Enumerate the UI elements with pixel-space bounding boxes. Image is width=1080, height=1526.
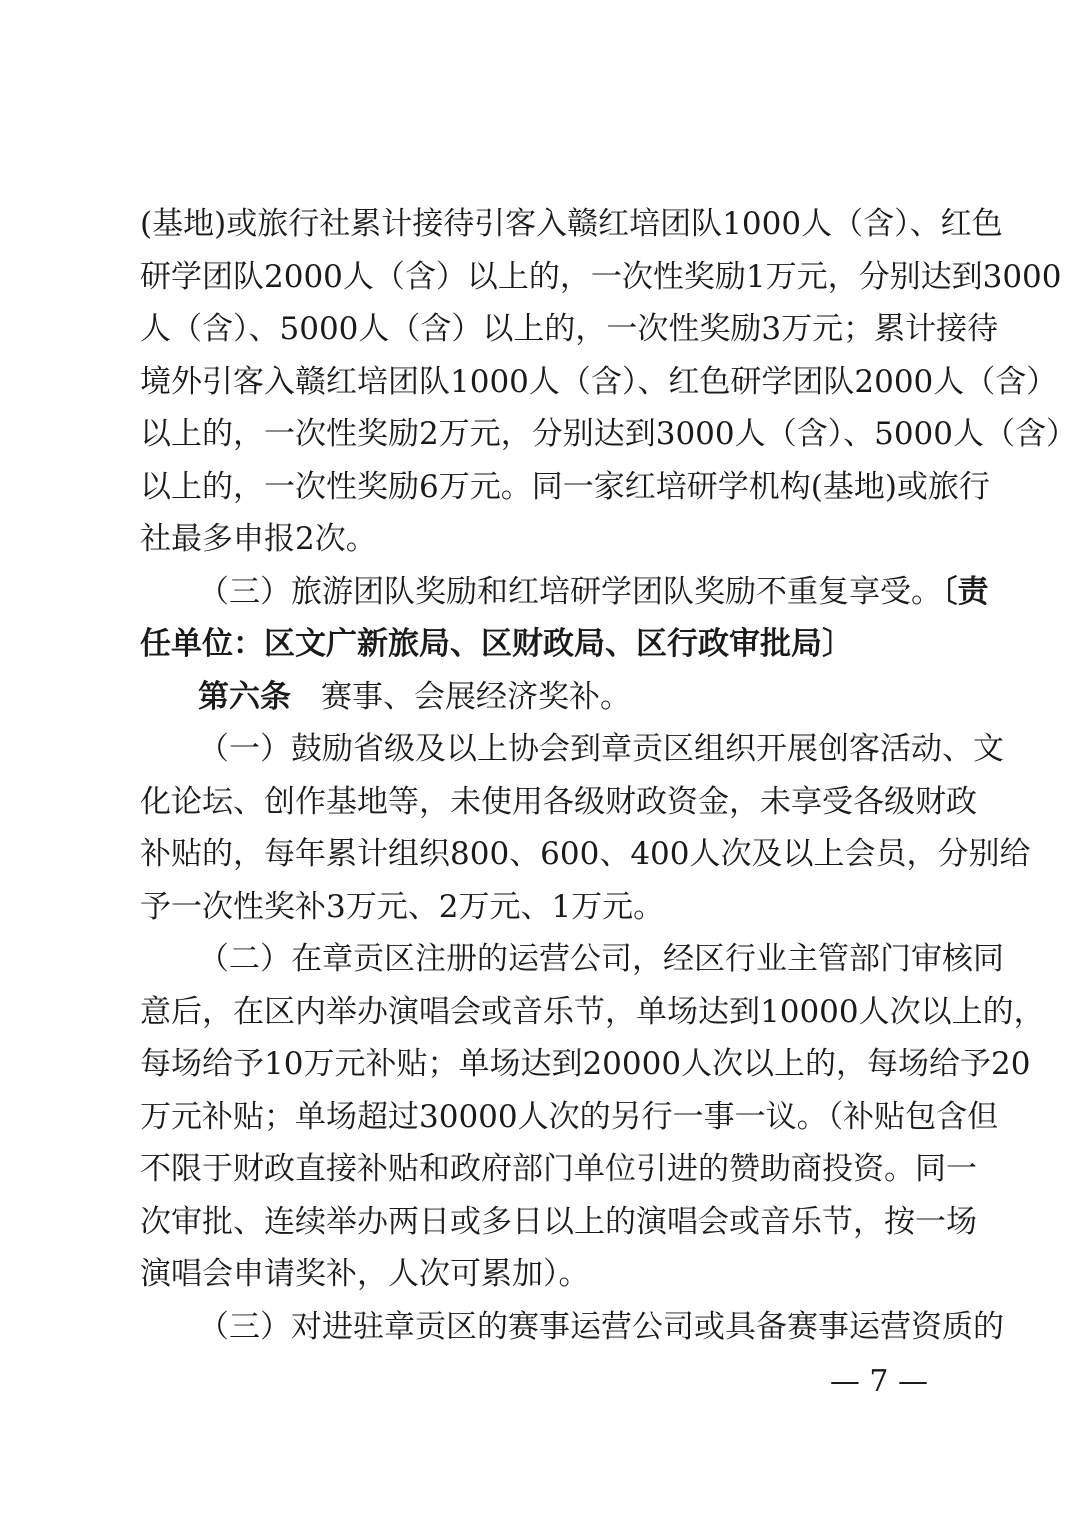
text-line: 研学团队2000人（含）以上的，一次性奖励1万元，分别达到3000 — [140, 258, 1062, 295]
text-line: 次审批、连续举办两日或多日以上的演唱会或音乐节，按一场 — [140, 1203, 977, 1240]
responsibility-label: 〔责 — [942, 573, 989, 610]
page-number: — 7 — — [829, 1364, 928, 1399]
text-line: (基地)或旅行社累计接待引客入赣红培团队1000人（含）、红色 — [140, 206, 1003, 242]
text-line: 境外引客入赣红培团队1000人（含）、红色研学团队2000人（含） — [140, 363, 1058, 400]
text-line: （一）鼓励省级及以上协会到章贡区组织开展创客活动、文 — [198, 731, 1004, 767]
article-title: 赛事、会展经济奖补。 — [321, 678, 631, 715]
text-line — [140, 566, 989, 619]
text-line: 意后，在区内举办演唱会或音乐节，单场达到10000人次以上的， — [140, 993, 1045, 1030]
text-line: 不限于财政直接补贴和政府部门单位引进的赞助商投资。同一 — [140, 1151, 977, 1187]
text-line: 补贴的，每年累计组织800、600、400人次及以上会员，分别给 — [140, 836, 1031, 872]
text-line: （二）在章贡区注册的运营公司，经区行业主管部门审核同 — [198, 941, 1004, 977]
text-line: 社最多申报2次。 — [140, 521, 377, 557]
text-line: 演唱会申请奖补，人次可累加）。 — [140, 1256, 590, 1292]
text-line: （三）对进驻章贡区的赛事运营公司或具备赛事运营资质的 — [198, 1308, 1004, 1345]
text-line: 万元补贴；单场超过30000人次的另行一事一议。（补贴包含但 — [140, 1098, 999, 1135]
article-number: 第六条 — [198, 678, 291, 715]
paragraph-text: （三）旅游团队奖励和红培研学团队奖励不重复享受。 — [198, 573, 942, 610]
text-line: 每场给予10万元补贴；单场达到20000人次以上的，每场给予20 — [140, 1046, 1031, 1082]
body-text — [140, 198, 1078, 1353]
text-line: 人（含）、5000人（含）以上的，一次性奖励3万元；累计接待 — [140, 311, 999, 347]
article-heading — [140, 671, 930, 724]
text-line: 以上的，一次性奖励6万元。同一家红培研学机构(基地)或旅行 — [140, 468, 990, 505]
text-line: 以上的，一次性奖励2万元，分别达到3000人（含）、5000人（含） — [140, 416, 1078, 452]
responsibility-units: 任单位：区文广新旅局、区财政局、区行政审批局〕 — [140, 626, 853, 662]
text-line: 化论坛、创作基地等，未使用各级财政资金，未享受各级财政 — [140, 783, 977, 820]
text-line: 予一次性奖补3万元、2万元、1万元。 — [140, 888, 665, 925]
